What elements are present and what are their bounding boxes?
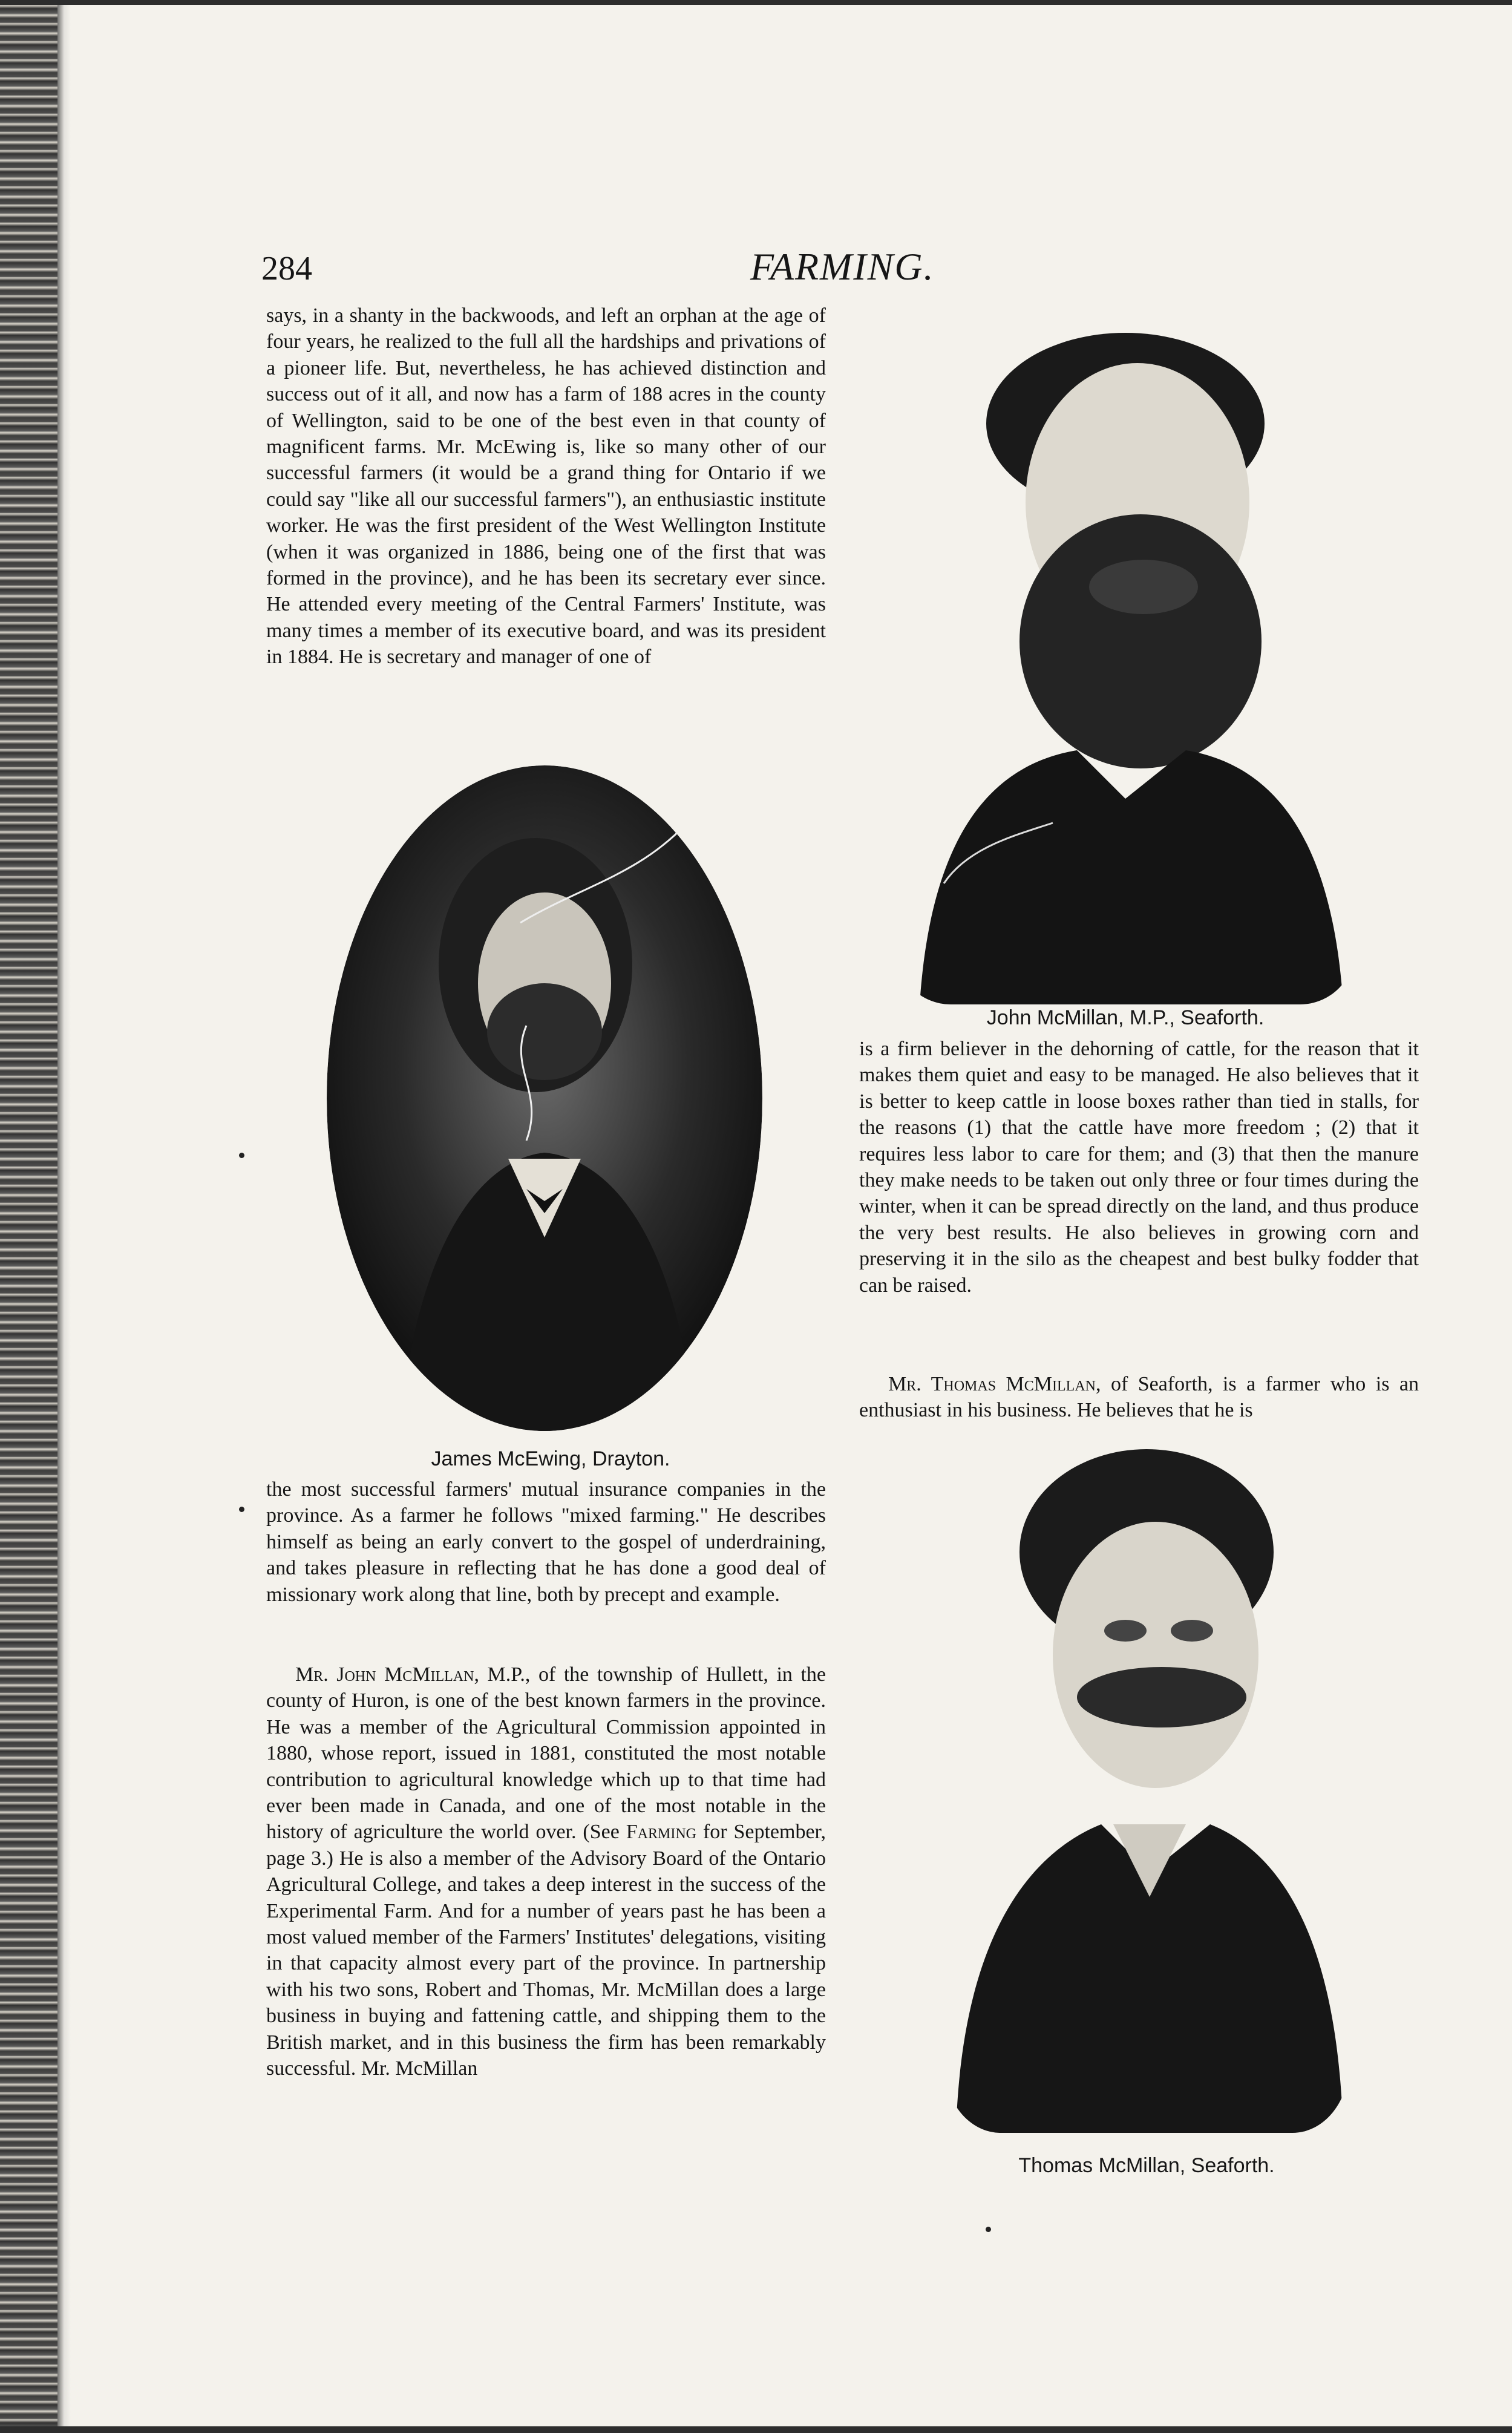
portrait-thomas-mcmillan	[944, 1437, 1349, 2133]
portrait-john-mcmillan-icon	[895, 303, 1355, 1004]
right-paragraph-1: is a firm believer in the dehorning of cattle, for the reason that it makes them quiet and easy to be managed. He also believes that it is better to keep cattle in loose boxes rather than tied in stalls, for the reasons (1) that the cattle have more freedom ; (2) that it requires less labor to care for them; and (3) that then the manure they make needs to be taken out only three or four times during the winter, when it can be spread directly on the land, and thus produce the very best results. He also believes in growing corn and preserving it in the silo as the cheapest and best bulky fodder that can be raised.	[859, 1038, 1419, 1297]
portrait-mcewing-icon	[327, 765, 762, 1431]
left-paragraph-2: the most successful farmers' mutual insurance companies in the province. As a farmer he follows "mixed farming." He describes himself as being an early convert to the gospel of underdraining, and takes pleasure in reflecting that he has done a good deal of missionary work along that line, both by precept and example.	[266, 1478, 826, 1606]
john-mcmillan-text-cont: for September, page 3.) He is also a member of the Advisory Board of the Ontario Agricultural College, and takes a deep interest in the success of the Experimental Farm. And for a number of years past he has been a most valued member of the Farmers' Institutes' delegations, visiting in that capacity almost every part of the province. In partnership with his two sons, Robert and Thomas, Mr. McMillan does a large business in buying and fattening cattle, and shipping them to the British market, and in this business the firm has been remarkably successful. Mr. McMillan	[266, 1821, 826, 2080]
page-binding	[0, 0, 57, 2433]
binding-shadow	[57, 0, 71, 2433]
left-paragraph-3	[266, 1662, 826, 2082]
ink-speck	[239, 1153, 244, 1158]
thomas-mcmillan-text: of Seaforth, is a farmer who is an enthusiast in his business. He believes that he is	[859, 1373, 1419, 1422]
top-edge	[0, 0, 1512, 5]
ink-speck	[239, 1507, 244, 1512]
caption-thomas-mcmillan: Thomas McMillan, Seaforth.	[1018, 2154, 1275, 2177]
bottom-edge	[0, 2426, 1512, 2433]
portrait-mcewing	[327, 765, 762, 1431]
john-mcmillan-lead: Mr. John McMillan,	[295, 1663, 479, 1686]
thomas-mcmillan-lead: Mr. Thomas McMillan,	[888, 1373, 1101, 1395]
page-number: 284	[261, 250, 312, 287]
running-head: FARMING.	[750, 245, 935, 288]
farming-reference: Farming	[626, 1821, 696, 1844]
portrait-john-mcmillan	[895, 303, 1355, 1004]
portrait-thomas-mcmillan-icon	[944, 1437, 1349, 2133]
caption-mcewing: James McEwing, Drayton.	[431, 1447, 670, 1470]
ink-speck	[986, 2227, 991, 2232]
right-paragraph-2	[859, 1371, 1419, 1424]
john-mcmillan-text: M.P., of the township of Hullett, in the county of Huron, is one of the best known farmers in the province. He was a member of the Agricultural Commission appointed in 1880, whose report, issued in 1881, constituted the most notable contribution to agricultural knowledge which up to that time had ever been made in Canada, and one of the most notable in the history of agriculture the world over. (See	[266, 1663, 826, 1844]
caption-john-mcmillan: John McMillan, M.P., Seaforth.	[986, 1006, 1265, 1029]
left-paragraph-1: says, in a shanty in the backwoods, and left an orphan at the age of four years, he realized to the full all the hardships and privations of a pioneer life. But, nevertheless, he has achieved distinction and success out of it all, and now has a farm of 188 acres in the county of Wellington, said to be one of the best even in that county of magnificent farms. Mr. McEwing is, like so many other of our successful farmers (it would be a grand thing for Ontario if we could say "like all our successful farmers"), an enthusiastic institute worker. He was the first president of the West Wellington Institute (when it was organized in 1886, being one of the first that was formed in the province), and he has been its secretary ever since. He attended every meeting of the Central Farmers' Institute, was many times a member of its executive board, and was its president in 1884. He is secretary and manager of one of	[266, 304, 826, 669]
